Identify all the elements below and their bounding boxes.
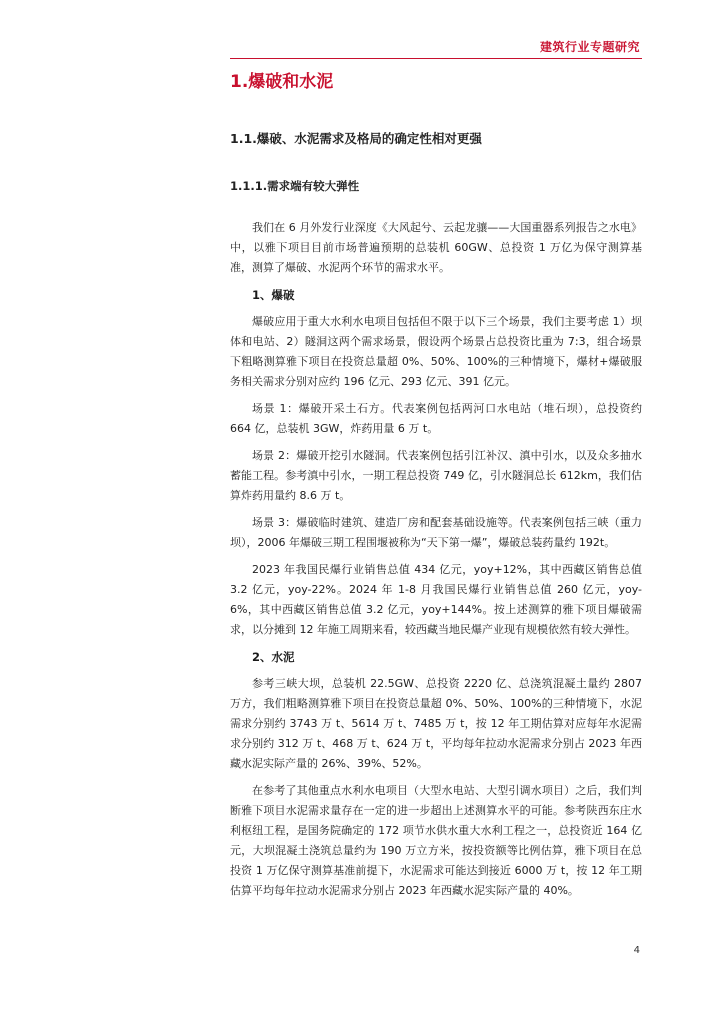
subsection-title: 1.1.爆破、水泥需求及格局的确定性相对更强 — [230, 131, 482, 146]
blasting-paragraph: 爆破应用于重大水利水电项目包括但不限于以下三个场景，我们主要考虑 1）坝体和电站、2）隧洞这两个需求场景，假设两个场景占总投资比重为 7:3，组合场景下粗略测算雅下项目在投资总量超 0%、50%、100%的三种情境下，爆材+爆破服务相关需求分别对应约 196 亿元、293 亿元、391 亿元。 — [230, 315, 642, 388]
blasting-heading: 1、爆破 — [252, 288, 295, 302]
cement-paragraph-2: 在参考了其他重点水利水电项目（大型水电站、大型引调水项目）之后，我们判断雅下项目水泥需求量存在一定的进一步超出上述测算水平的可能。参考陕西东庄水利枢纽工程，是国务院确定的 172 项节水供水重大水利工程之一，总投资近 164 亿元，大坝混凝土浇筑总量约为 190 万立方米，按投资额等比例估算，雅下项目在总投资 1 万亿保守测算基准前提下，水泥需求可能达到接近 6000 万 t，按 12 年工期估算平均每年拉动水泥需求分别占 2023 年西藏水泥实际产量的 40%。 — [230, 784, 642, 897]
section-title: 1.爆破和水泥 — [230, 72, 334, 92]
blasting-scene-2: 场景 2：爆破开挖引水隧洞。代表案例包括引江补汉、滇中引水，以及众多抽水蓄能工程。参考滇中引水，一期工程总投资 749 亿，引水隧洞总长 612km，我们估算炸药用量约 8.6 万 t。 — [230, 449, 642, 502]
cement-heading: 2、水泥 — [252, 650, 295, 664]
blasting-stats-paragraph: 2023 年我国民爆行业销售总值 434 亿元，yoy+12%，其中西藏区销售总值 3.2 亿元，yoy-22%。2024 年 1-8 月我国民爆行业销售总值 260 亿元，yoy-6%，其中西藏区销售总值 3.2 亿元，yoy+144%。按上述测算的雅下项目爆破需求，以分摊到 12 年施工周期来看，较西藏当地民爆产业现有规模依然有较大弹性。 — [230, 563, 642, 636]
blasting-scene-1: 场景 1：爆破开采土石方。代表案例包括两河口水电站（堆石坝），总投资约 664 亿，总装机 3GW，炸药用量 6 万 t。 — [230, 402, 642, 435]
blasting-scene-3: 场景 3：爆破临时建筑、建造厂房和配套基础设施等。代表案例包括三峡（重力坝），2006 年爆破三期工程围堰被称为“天下第一爆”，爆破总装药量约 192t。 — [230, 516, 642, 549]
subsubsection-title: 1.1.1.需求端有较大弹性 — [230, 179, 360, 193]
intro-paragraph: 我们在 6 月外发行业深度《大风起兮、云起龙骧——大国重器系列报告之水电》中，以雅下项目目前市场普遍预期的总装机 60GW、总投资 1 万亿为保守测算基准，测算了爆破、水泥两个环节的需求水平。 — [230, 221, 642, 274]
page-content — [230, 70, 642, 901]
cement-paragraph-1: 参考三峡大坝，总装机 22.5GW、总投资 2220 亿、总浇筑混凝土量约 2807 万方，我们粗略测算雅下项目在投资总量超 0%、50%、100%的三种情境下，水泥需求分别约 3743 万 t、5614 万 t、7485 万 t，按 12 年工期估算对应每年水泥需求分别约 312 万 t、468 万 t、624 万 t，平均每年拉动水泥需求分别占 2023 年西藏水泥实际产量的 26%、39%、52%。 — [230, 677, 642, 770]
header-divider — [230, 58, 642, 59]
page-number: 4 — [633, 945, 640, 956]
report-tag: 建筑行业专题研究 — [539, 40, 640, 54]
